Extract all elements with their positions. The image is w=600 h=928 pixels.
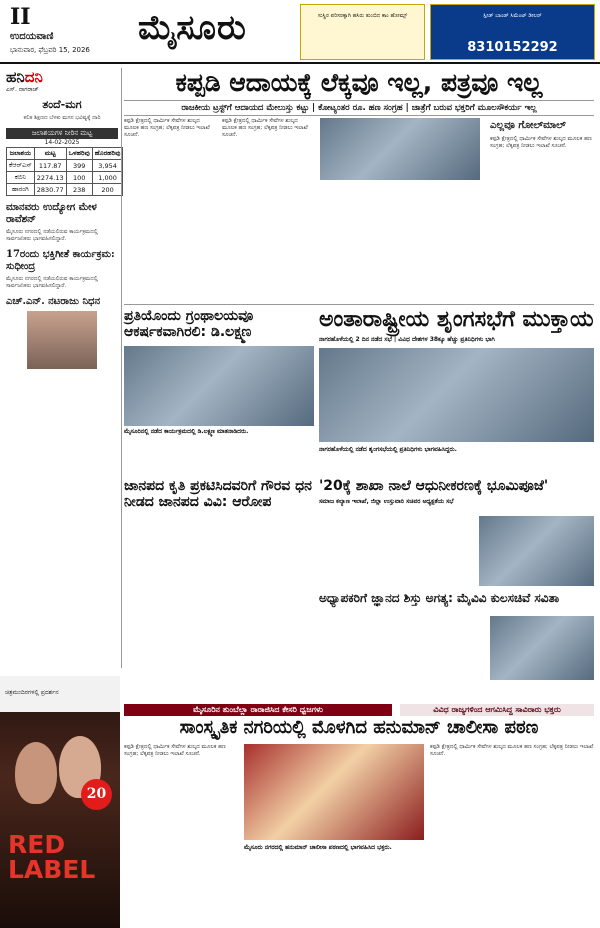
movie-title: RED LABEL <box>8 830 96 884</box>
poem-title: ತಂದೆ-ಮಗ <box>42 98 82 111</box>
main-subheadline: ರಾಜಕೀಯ ಟ್ರಸ್ಟ್‌ಗೆ ಆದಾಯದ ಮೇಲುಸ್ತು ಕಟ್ಟು | ಕೋಟ್ಯಂತರ ರೂ. ಹಣ ಸಂಗ್ರಹ | ಜಾತ್ರೆಗೆ ಬರುವ ಭಕ್ತರಿಗೆ ಮೂಲಸೌಕರ್ಯ ಇಲ್ಲ <box>124 100 594 116</box>
story-text: ಕಪ್ಪಡಿ ಕ್ಷೇತ್ರದಲ್ಲಿ ಧಾರ್ಮಿಕ ಸೇವೆಗಳ ಶುಲ್ಕದ ಮೂಲಕ ಹಣ ಸಂಗ್ರಹ; ಲೆಕ್ಕಪತ್ರ ನೀಡಲು ಇಲಾಖೆ ಸೂಚನೆ. <box>124 118 210 139</box>
edition-title: ಮೈಸೂರು <box>138 8 247 48</box>
cement-ad <box>430 4 595 60</box>
release-date: 20 <box>81 779 112 810</box>
canal-story-headline: '20ಕ್ಕೆ ಶಾಖಾ ನಾಲೆ ಆಧುನೀಕರಣಕ್ಕೆ ಭೂಮಿಪೂಜೆ' <box>319 478 549 494</box>
reservoir-table-date: 14-02-2025 <box>44 139 80 146</box>
left-column <box>6 68 121 668</box>
table-row: ಹಾರಂಗಿ 2830.77 238 200 <box>7 184 123 196</box>
left-story-text: ಮೈಸೂರು ನಗರದಲ್ಲಿ ನಡೆಯಲಿರುವ ಕಾರ್ಯಕ್ರಮದಲ್ಲಿ ಸಾರ್ವಜನಿಕರು ಭಾಗವಹಿಸಲಿದ್ದಾರೆ. <box>6 276 99 289</box>
library-caption: ಮೈಸೂರಿನಲ್ಲಿ ನಡೆದ ಕಾರ್ಯಕ್ರಮದಲ್ಲಿ ಡಿ.ಲಕ್ಷ್ಮಣ ಮಾತನಾಡಿದರು. <box>124 428 249 435</box>
story-text: ಕಪ್ಪಡಿ ಕ್ಷೇತ್ರದಲ್ಲಿ ಧಾರ್ಮಿಕ ಸೇವೆಗಳ ಶುಲ್ಕದ ಮೂಲಕ ಹಣ ಸಂಗ್ರಹ; ಲೆಕ್ಕಪತ್ರ ನೀಡಲು ಇಲಾಖೆ ಸೂಚನೆ. <box>222 118 308 139</box>
summit-subheadline: ನಾಗರಹೊಳೆಯಲ್ಲಿ 2 ದಿನ ನಡೆದ ಸಭೆ | ವಿವಿಧ ದೇಶಗಳ 38ಕ್ಕೂ ಹೆಚ್ಚು ಪ್ರತಿನಿಧಿಗಳು ಭಾಗಿ <box>319 336 495 343</box>
canal-photo <box>479 516 594 586</box>
obituary-photo <box>27 311 97 369</box>
ad-phone: 8310152292 <box>467 40 558 55</box>
lecturer-photo <box>490 616 594 680</box>
hanuman-photo <box>244 744 424 840</box>
canal-story-subheadline: ಸಮಾಜ ಕಲ್ಯಾಣ ಇಲಾಖೆ, ಜಿಲ್ಲಾ ಉಸ್ತುವಾರಿ ಸಚಿವರ ಅಧ್ಯಕ್ಷತೆಯ ಸಭೆ <box>319 498 454 505</box>
table-header: ಹೊರಹರಿವು <box>92 148 123 160</box>
obituary-headline: ಎಚ್.ಎನ್. ನಟರಾಜು ನಿಧನ <box>6 296 101 307</box>
hanuman-banner-left: ಮೈಸೂರಿನ ತುಂಬೆಲ್ಲಾ ರಾರಾಜಿಸಿದ ಕೇಸರಿ ಧ್ವಜಗಳು <box>124 704 392 716</box>
main-headline: ಕಪ್ಪಡಿ ಆದಾಯಕ್ಕೆ ಲೆಕ್ಕವೂ ಇಲ್ಲ, ಪತ್ರವೂ ಇಲ್ಲ <box>175 68 543 97</box>
library-photo <box>124 346 314 426</box>
hanuman-caption: ಮೈಸೂರು ನಗರದಲ್ಲಿ ಹನುಮಾನ್ ಚಾಲೀಸಾ ಪಠಣದಲ್ಲಿ ಭಾಗವಹಿಸಿದ ಭಕ್ತರು. <box>244 844 392 851</box>
reservoir-table <box>6 147 123 196</box>
realestate-ad <box>300 4 425 60</box>
table-header: ಜಲಾಶಯ <box>7 148 35 160</box>
story-text: ಕಪ್ಪಡಿ ಕ್ಷೇತ್ರದಲ್ಲಿ ಧಾರ್ಮಿಕ ಸೇವೆಗಳ ಶುಲ್ಕದ ಮೂಲಕ ಹಣ ಸಂಗ್ರಹ; ಲೆಕ್ಕಪತ್ರ ನೀಡಲು ಇಲಾಖೆ ಸೂಚನೆ. <box>124 744 226 758</box>
left-story-headline: ಮಾನವರು ಉದ್ಯೋಗ ಮೇಳ ರಾವೆಶನ್ <box>6 202 97 225</box>
movie-ad-strip-text: ಚಿತ್ರಮಂದಿರಗಳಲ್ಲಿ ಪ್ರದರ್ಶನ <box>5 689 59 696</box>
summit-photo <box>319 348 594 442</box>
ad-text: ಸುಸ್ಥಿರ ಪರಿಸರಕ್ಕಾಗಿ ಹಸಿರು ತುಂಬಿದ ಕಾಂ ಹೋಮ್ಸ್ <box>317 13 408 19</box>
summit-headline: ಅಂತಾರಾಷ್ಟ್ರೀಯ ಶೃಂಗಸಭೆಗೆ ಮುಕ್ತಾಯ <box>319 307 594 332</box>
column-rule <box>121 68 122 668</box>
ad-text: ಸ್ಪೀಡ್ ಬಾಂಡ್ ಸಿಮೆಂಟ್ ಡೀಲರ್ <box>483 13 542 19</box>
edition-date: ಭಾನುವಾರ, ಫೆಬ್ರವರಿ 15, 2026 <box>10 46 90 54</box>
left-story-headline: 17ರಂದು ಭಕ್ತಿಗೀತೆ ಕಾರ್ಯಕ್ರಮ: ಸುಧೀಂದ್ರ <box>6 249 115 272</box>
section-rule <box>124 304 594 305</box>
summit-caption: ನಾಗರಹೊಳೆಯಲ್ಲಿ ನಡೆದ ಶೃಂಗಸಭೆಯಲ್ಲಿ ಪ್ರತಿನಿಧಿಗಳು ಭಾಗವಹಿಸಿದ್ದರು. <box>319 446 457 453</box>
masthead <box>0 0 600 64</box>
actor-image <box>15 742 57 804</box>
lead-story <box>124 118 594 303</box>
lecturer-story-headline: ಅಧ್ಯಾಪಕರಿಗೆ ಜ್ಞಾನದ ಶಿಸ್ತು ಅಗತ್ಯ: ಮೈವಿವಿ ಕುಲಸಚಿವೆ ಸವಿತಾ <box>319 591 560 605</box>
table-row: ಕಬಿನಿ 2274.13 100 1,000 <box>7 172 123 184</box>
poem-text: ಕಲಿತ ಶಿಕ್ಷಣದ ಬೆಳಕು ಮಗನ ಭವಿಷ್ಯಕ್ಕೆ ದಾರಿ <box>23 115 101 121</box>
story-headline: ಎಲ್ಲವೂ ಗೋಲ್‌ಮಾಲ್ <box>490 120 566 131</box>
page-number: II <box>10 4 31 30</box>
table-header: ಮಟ್ಟ <box>34 148 66 160</box>
main-stories <box>124 68 594 928</box>
hanuman-banner-right: ವಿವಿಧ ರಾಜ್ಯಗಳಿಂದ ಆಗಮಿಸಿದ್ದ ಸಾವಿರಾರು ಭಕ್ತರು <box>400 704 594 716</box>
paper-name: ಉದಯವಾಣಿ <box>10 31 54 42</box>
story-text: ಕಪ್ಪಡಿ ಕ್ಷೇತ್ರದಲ್ಲಿ ಧಾರ್ಮಿಕ ಸೇವೆಗಳ ಶುಲ್ಕದ ಮೂಲಕ ಹಣ ಸಂಗ್ರಹ; ಲೆಕ್ಕಪತ್ರ ನೀಡಲು ಇಲಾಖೆ ಸೂಚನೆ. <box>490 136 592 150</box>
hanuman-story-headline: ಸಾಂಸ್ಕೃತಿಕ ನಗರಿಯಲ್ಲಿ ಮೊಳಗಿದ ಹನುಮಾನ್ ಚಾಲೀಸಾ ಪಠಣ <box>179 717 539 738</box>
brand-title: ಹನಿದನಿ <box>6 68 43 86</box>
table-row: ಕೆಆರ್‌ಎಸ್ 117.87 399 3,954 <box>7 160 123 172</box>
temple-photo <box>320 118 480 180</box>
brand-note: ಎಸ್. ನಾಗರಾಜ್ <box>6 86 39 93</box>
movie-ad <box>0 676 120 928</box>
table-header: ಒಳಹರಿವು <box>66 148 92 160</box>
story-text: ಕಪ್ಪಡಿ ಕ್ಷೇತ್ರದಲ್ಲಿ ಧಾರ್ಮಿಕ ಸೇವೆಗಳ ಶುಲ್ಕದ ಮೂಲಕ ಹಣ ಸಂಗ್ರಹ; ಲೆಕ್ಕಪತ್ರ ನೀಡಲು ಇಲಾಖೆ ಸೂಚನೆ. <box>430 744 594 758</box>
reservoir-table-title: ಜಲಾಶಯಗಳ ನೀರಿನ ಮಟ್ಟ <box>6 128 118 139</box>
library-story-headline: ಪ್ರತಿಯೊಂದು ಗ್ರಂಥಾಲಯವೂ ಆಕರ್ಷಕವಾಗಿರಲಿ: ಡಿ.ಲಕ್ಷ್ಮಣ <box>124 308 254 340</box>
left-story-text: ಮೈಸೂರು ನಗರದಲ್ಲಿ ನಡೆಯಲಿರುವ ಕಾರ್ಯಕ್ರಮದಲ್ಲಿ ಸಾರ್ವಜನಿಕರು ಭಾಗವಹಿಸಲಿದ್ದಾರೆ. <box>6 229 99 242</box>
folklore-story-headline: ಜಾನಪದ ಕೃತಿ ಪ್ರಕಟಿಸಿದವರಿಗೆ ಗೌರವ ಧನ ನೀಡದ ಜಾನಪದ ವಿವಿ: ಆರೋಪ <box>124 478 312 510</box>
movie-ad-strip <box>0 676 120 712</box>
